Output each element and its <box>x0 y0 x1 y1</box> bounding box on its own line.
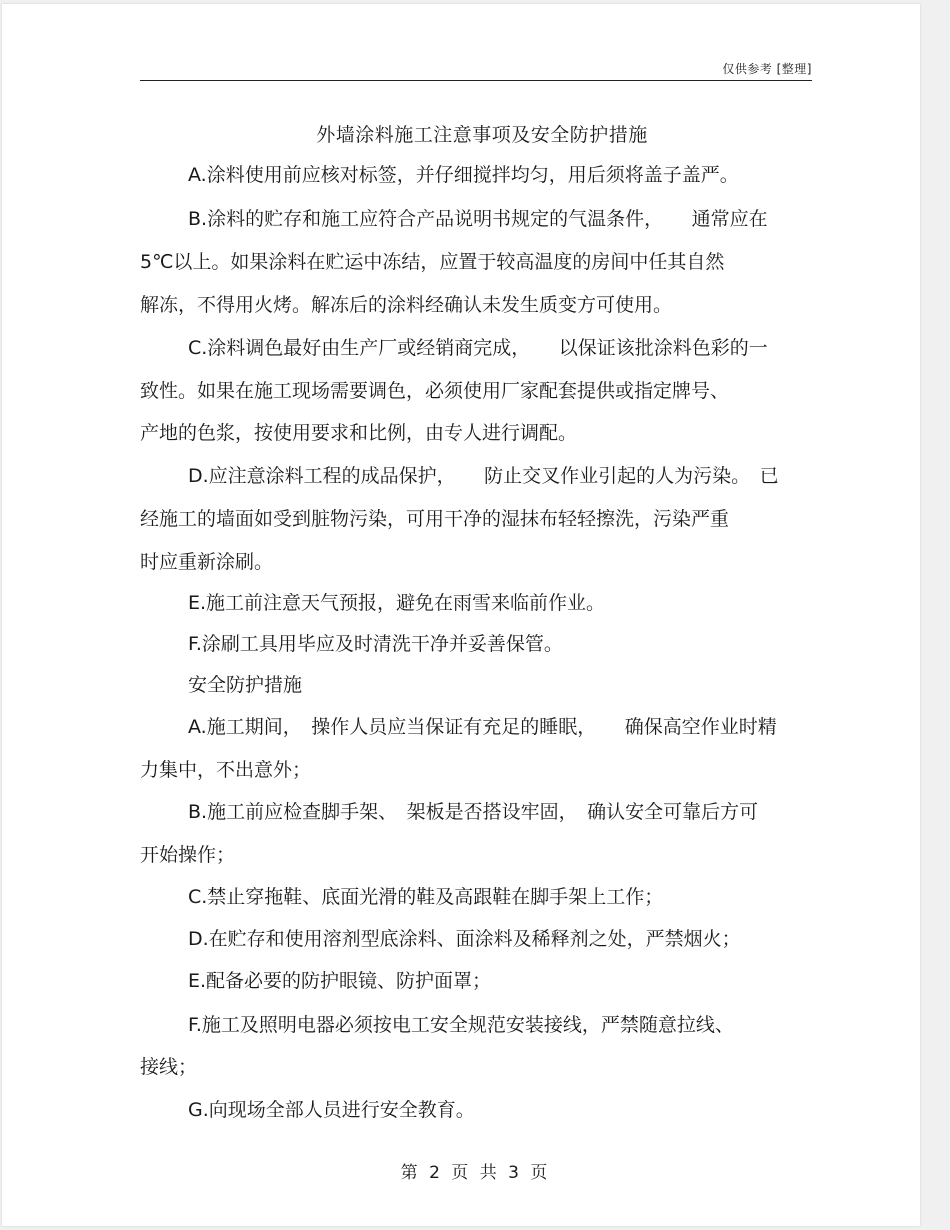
paragraph-line: 致性。如果在施工现场需要调色，必须使用厂家配套提供或指定牌号、 <box>140 380 730 402</box>
paragraph-line: E.施工前注意天气预报，避免在雨雪来临前作业。 <box>188 592 606 614</box>
paragraph-line: 接线； <box>140 1056 198 1078</box>
paragraph-line: 5℃以上。如果涂料在贮运中冻结，应置于较高温度的房间中任其自然 <box>140 251 725 273</box>
paragraph-line: 解冻，不得用火烤。解冻后的涂料经确认未发生质变方可使用。 <box>140 294 673 316</box>
section-heading: 安全防护措施 <box>188 674 303 696</box>
header-rule <box>140 80 812 81</box>
paragraph-line: B.施工前应检查脚手架、 架板是否搭设牢固， 确认安全可靠后方可 <box>188 801 759 823</box>
paragraph-line: F.施工及照明电器必须按电工安全规范安装接线，严禁随意拉线、 <box>188 1014 734 1036</box>
paragraph-line: A.涂料使用前应核对标签，并仔细搅拌均匀，用后须将盖子盖严。 <box>188 164 739 186</box>
paragraph-line: G.向现场全部人员进行安全教育。 <box>188 1099 475 1121</box>
header-note: 仅供参考 [整理] <box>722 62 812 76</box>
paragraph-line: E.配备必要的防护眼镜、防护面罩； <box>188 970 492 992</box>
paragraph-line: 力集中，不出意外； <box>140 759 312 781</box>
paragraph-line: B.涂料的贮存和施工应符合产品说明书规定的气温条件， 通常应在 <box>188 208 768 230</box>
paragraph-line: D.在贮存和使用溶剂型底涂料、面涂料及稀释剂之处，严禁烟火； <box>188 928 741 950</box>
paragraph-line: 产地的色浆，按使用要求和比例，由专人进行调配。 <box>140 422 578 444</box>
paragraph-line: D.应注意涂料工程的成品保护， 防止交叉作业引起的人为污染。 已 <box>188 465 779 487</box>
paragraph-line: C.禁止穿拖鞋、底面光滑的鞋及高跟鞋在脚手架上工作； <box>188 886 664 908</box>
paragraph-line: F.涂刷工具用毕应及时清洗干净并妥善保管。 <box>188 633 563 655</box>
paragraph-line: 开始操作； <box>140 844 236 866</box>
paragraph-line: A.施工期间， 操作人员应当保证有充足的睡眠， 确保高空作业时精 <box>188 716 777 738</box>
paragraph-line: C.涂料调色最好由生产厂或经销商完成， 以保证该批涂料色彩的一 <box>188 337 768 359</box>
paragraph-line: 时应重新涂刷。 <box>140 551 274 573</box>
document-page <box>2 4 920 1226</box>
paragraph-line: 经施工的墙面如受到脏物污染，可用干净的湿抹布轻轻擦洗，污染严重 <box>140 508 730 530</box>
page-footer: 第 2 页 共 3 页 <box>400 1163 548 1183</box>
document-title: 外墙涂料施工注意事项及安全防护措施 <box>316 124 648 146</box>
